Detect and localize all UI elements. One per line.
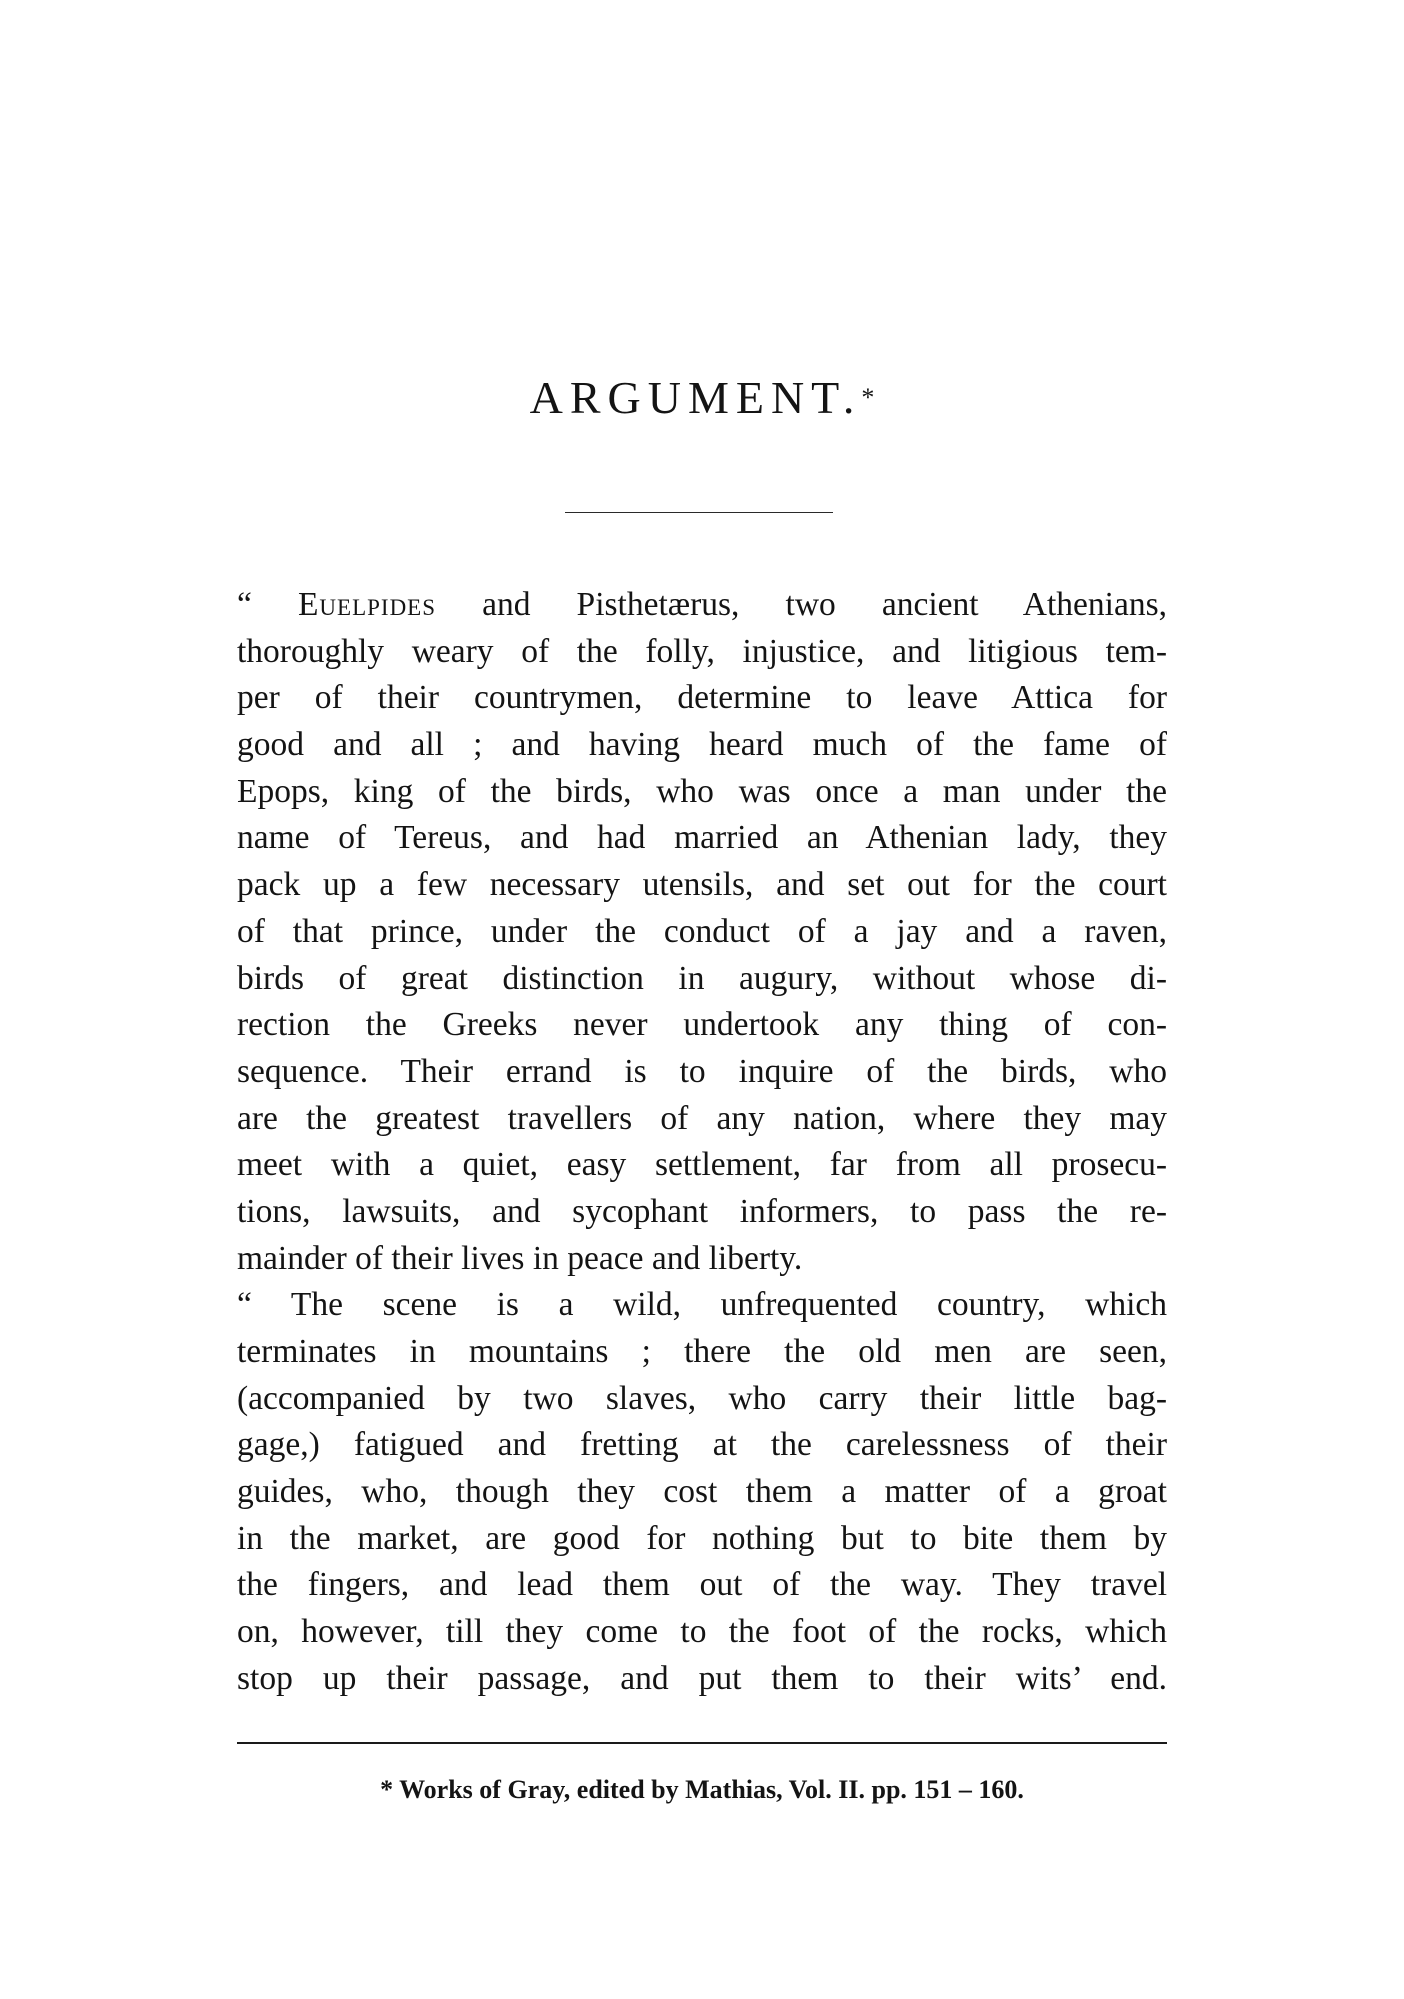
text-line: are the greatest travellers of any nation, where they may	[237, 1099, 1167, 1137]
text-line: name of Tereus, and had married an Athenian lady, they	[237, 819, 1167, 857]
text-line: Epops, king of the birds, who was once a man under the	[237, 772, 1167, 810]
footnote-divider	[237, 1742, 1167, 1744]
text-line: birds of great distinction in augury, without whose di-	[237, 959, 1167, 997]
text-line: guides, who, though they cost them a matter of a groat	[237, 1473, 1167, 1511]
page-heading	[0, 368, 1404, 428]
text-line: pack up a few necessary utensils, and set out for the court	[237, 866, 1167, 904]
text-line: meet with a quiet, easy settlement, far from all prosecu-	[237, 1146, 1167, 1184]
opening-quote: “	[237, 586, 298, 623]
text-line: rection the Greeks never undertook any thing of con-	[237, 1006, 1167, 1044]
text-line	[237, 582, 1167, 629]
text-line: (accompanied by two slaves, who carry their little bag-	[237, 1379, 1167, 1417]
text-line: on, however, till they come to the foot of the rocks, which	[237, 1613, 1167, 1651]
text-line: thoroughly weary of the folly, injustice, and litigious tem-	[237, 632, 1167, 670]
text-line: tions, lawsuits, and sycophant informers, to pass the re-	[237, 1192, 1167, 1230]
footnote-marker: *	[861, 383, 875, 412]
text-line: mainder of their lives in peace and liberty.	[237, 1239, 803, 1277]
argument-text	[237, 582, 1167, 1703]
text-line: terminates in mountains ; there the old men are seen,	[237, 1333, 1167, 1370]
text-line: stop up their passage, and put them to their wits’ end.	[237, 1659, 1167, 1697]
footnote: * Works of Gray, edited by Mathias, Vol. II. pp. 151 – 160.	[380, 1775, 1024, 1804]
text-line: per of their countrymen, determine to leave Attica for	[237, 679, 1167, 717]
text-line: of that prince, under the conduct of a jay and a raven,	[237, 912, 1167, 950]
smallcaps-name: Euelpides	[297, 586, 437, 623]
heading-title: ARGUMENT.	[529, 372, 862, 423]
text-line: good and all ; and having heard much of the fame of	[237, 726, 1167, 764]
text-line: the fingers, and lead them out of the way. They travel	[237, 1566, 1167, 1604]
text-line: in the market, are good for nothing but to bite them by	[237, 1519, 1167, 1557]
text-line: sequence. Their errand is to inquire of the birds, who	[237, 1052, 1167, 1090]
line-text: and Pisthetærus, two ancient Athenians,	[436, 586, 1167, 623]
text-line: “ The scene is a wild, unfrequented country, which	[237, 1286, 1167, 1324]
heading-divider	[565, 512, 833, 513]
text-line: gage,) fatigued and fretting at the carelessness of their	[237, 1426, 1167, 1464]
